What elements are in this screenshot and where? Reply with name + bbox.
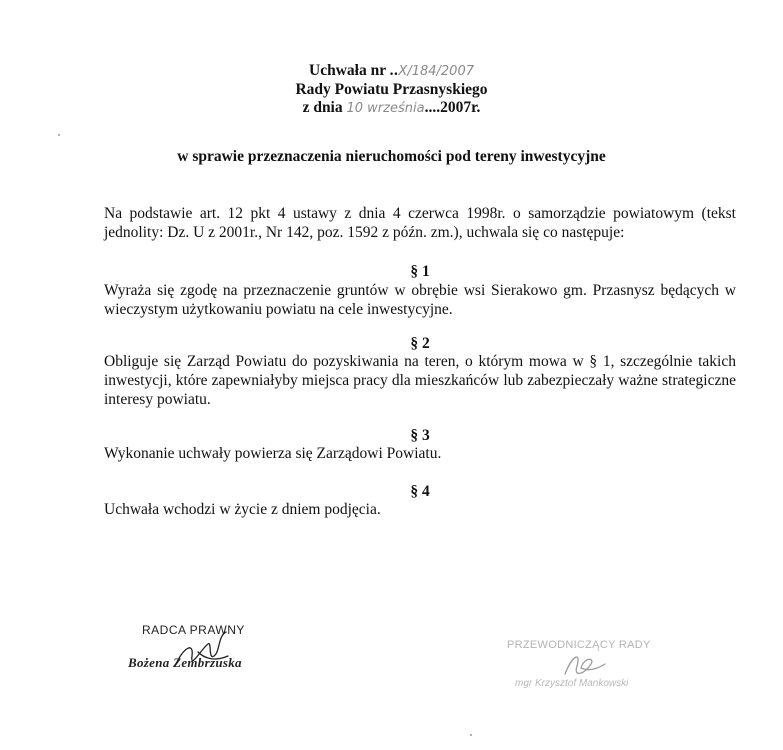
legal-advisor-stamp xyxy=(128,620,308,680)
council-name: Rady Powiatu Przasnyskiego xyxy=(295,81,488,98)
section-1-heading: § 1 xyxy=(410,263,430,280)
resolution-date-line xyxy=(0,99,783,117)
legal-advisor-title: RADCA PRAWNY xyxy=(142,623,245,637)
section-3-heading: § 3 xyxy=(410,427,430,444)
council-chair-stamp xyxy=(505,636,665,696)
section-2-heading: § 2 xyxy=(410,335,430,352)
date-handwritten: 10 września xyxy=(346,101,425,116)
resolution-label: Uchwała nr xyxy=(309,62,390,79)
date-year: ....2007r. xyxy=(424,99,481,116)
scan-speck xyxy=(58,134,60,136)
section-4-text: Uchwała wchodzi w życie z dniem podjęcia. xyxy=(104,501,381,518)
section-3-text: Wykonanie uchwały powierza się Zarządowi Powiatu. xyxy=(104,445,442,462)
resolution-number-handwritten: X/184/2007 xyxy=(398,64,474,79)
resolution-number-line xyxy=(0,62,783,80)
legal-advisor-name: Bożena Zembrzuska xyxy=(128,655,242,670)
resolution-dots: .. xyxy=(389,62,399,79)
council-chair-title: PRZEWODNICZĄCY RADY xyxy=(507,639,651,651)
scan-speck xyxy=(470,734,472,736)
council-chair-name: mgr Krzysztof Mankowski xyxy=(515,678,629,689)
resolution-subject: w sprawie przeznaczenia nieruchomości pod tereny inwestycyjne xyxy=(177,148,606,165)
section-1-text: Wyraża się zgodę na przeznaczenie gruntów w obrębie wsi Sierakowo gm. Przasnysz będących w wieczystym użytkowaniu powiatu na cele inwestycyjne. xyxy=(104,282,736,318)
legal-basis-paragraph: Na podstawie art. 12 pkt 4 ustawy z dnia 4 czerwca 1998r. o samorządzie powiatowym (tekst jednolity: Dz. U z 2001r., Nr 142, poz. 1592 z późn. zm.), uchwala się co następuje: xyxy=(104,205,736,241)
section-4-heading: § 4 xyxy=(410,483,430,500)
date-label: z dnia xyxy=(302,99,347,116)
section-2-text: Obliguje się Zarząd Powiatu do pozyskiwania na teren, o którym mowa w § 1, szczególnie takich inwestycji, które zapewniałyby miejsca pracy dla mieszkańców lub zabezpieczały ważne strategiczne interesy powiatu. xyxy=(104,353,736,408)
